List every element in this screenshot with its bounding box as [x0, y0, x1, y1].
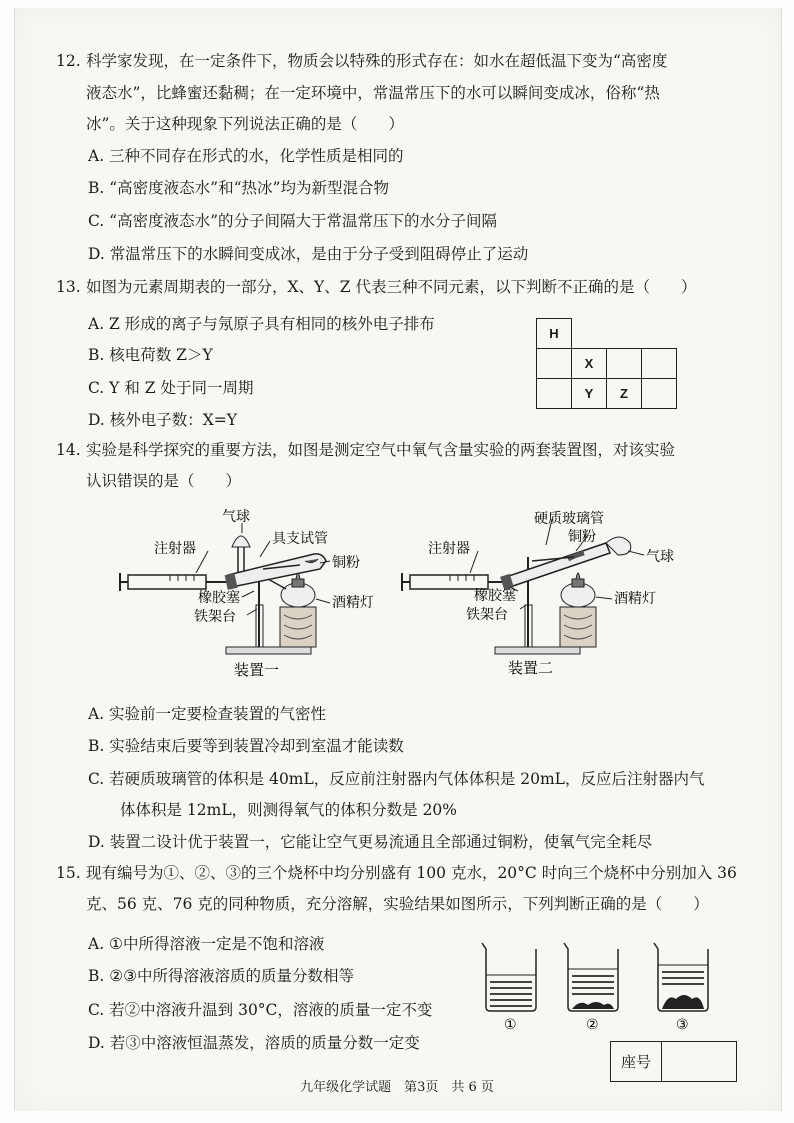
cell-empty [607, 349, 642, 379]
q13-option-a: A. Z 形成的离子与氖原子具有相同的核外电子排布 [88, 315, 435, 333]
apparatus-figures [0, 495, 794, 695]
page-footer: 九年级化学试题 第3页 共 6 页 [300, 1080, 494, 1095]
q14-stem-line-1: 14. 实验是科学探究的重要方法，如图是测定空气中氧气含量实验的两套装置图，对该实验 [56, 441, 676, 459]
beaker-2 [564, 943, 618, 1033]
label-lamp-1: 酒精灯 [332, 595, 374, 611]
q14-option-c-line-2: 体体积是 12mL，则测得氧气的体积分数是 20% [120, 801, 458, 819]
seat-label: 座号 [611, 1042, 662, 1081]
cell-x: X [572, 349, 607, 379]
q14-option-c-line-1: C. 若硬质玻璃管的体积是 40mL，反应前注射器内气体体积是 20mL，反应后注射器内气 [88, 770, 705, 788]
beaker-1-label: ① [504, 1017, 517, 1033]
label-copper-1: 铜粉 [332, 555, 360, 571]
cell-empty [537, 349, 572, 379]
q15-stem-line-1: 15. 现有编号为①、②、③的三个烧杯中均分别盛有 100 克水，20°C 时向三个烧杯中分别加入 36 [56, 864, 737, 882]
cell-empty [642, 379, 677, 409]
q13-option-d: D. 核外电子数：X=Y [88, 411, 237, 429]
cell-empty [642, 349, 677, 379]
q12-stem-line-3: 冰”。关于这种现象下列说法正确的是（ ） [86, 115, 404, 133]
label-balloon-2: 气球 [646, 549, 674, 565]
apparatus-two [402, 510, 674, 677]
q12-option-c: C. “高密度液态水”的分子间隔大于常温常压下的水分子间隔 [88, 212, 498, 230]
q12-option-b: B. “高密度液态水”和“热冰”均为新型混合物 [88, 179, 389, 197]
q14-option-d: D. 装置二设计优于装置一，它能让空气更易流通且全部通过铜粉，使氧气完全耗尽 [88, 833, 653, 851]
q12-option-a: A. 三种不同存在形式的水，化学性质是相同的 [88, 147, 404, 165]
cell-h: H [537, 319, 572, 349]
beakers-figure [470, 935, 720, 1035]
label-stopper-1: 橡胶塞 [198, 590, 240, 606]
label-stopper-2: 橡胶塞 [474, 588, 516, 604]
q13-option-c: C. Y 和 Z 处于同一周期 [88, 379, 254, 397]
cell-empty [537, 379, 572, 409]
q12-option-d: D. 常温常压下的水瞬间变成冰，是由于分子受到阻碍停止了运动 [88, 245, 529, 263]
label-stand-1: 铁架台 [194, 609, 236, 625]
q14-option-b: B. 实验结束后要等到装置冷却到室温才能读数 [88, 737, 404, 755]
q13-stem: 13. 如图为元素周期表的一部分，X、Y、Z 代表三种不同元素，以下判断不正确的是（ ） [56, 278, 697, 296]
q12-stem-line-2: 液态水”，比蜂蜜还黏稠；在一定环境中，常温常压下的水可以瞬间变成冰，俗称“热 [86, 84, 660, 102]
label-syringe-2: 注射器 [428, 541, 470, 557]
q14-option-a: A. 实验前一定要检查装置的气密性 [88, 705, 327, 723]
caption-apparatus-1: 装置一 [234, 661, 280, 679]
periodic-table-fragment [536, 318, 677, 409]
beaker-3-label: ③ [676, 1017, 689, 1033]
label-balloon-1: 气球 [222, 509, 250, 525]
label-tube-1: 具支试管 [272, 531, 328, 547]
q15-option-d: D. 若③中溶液恒温蒸发，溶质的质量分数一定变 [88, 1034, 420, 1052]
q12-stem-line-1: 12. 科学家发现，在一定条件下，物质会以特殊的形式存在：如水在超低温下变为“高密度 [56, 52, 668, 70]
q13-option-b: B. 核电荷数 Z＞Y [88, 346, 213, 364]
q15-option-c: C. 若②中溶液升温到 30°C，溶液的质量一定不变 [88, 1001, 433, 1019]
q15-option-b: B. ②③中所得溶液溶质的质量分数相等 [88, 967, 355, 985]
q15-option-a: A. ①中所得溶液一定是不饱和溶液 [88, 935, 325, 953]
q15-stem-line-2: 克、56 克、76 克的同种物质，充分溶解，实验结果如图所示，下列判断正确的是（ ） [86, 895, 709, 913]
cell-z: Z [607, 379, 642, 409]
beaker-1 [482, 943, 536, 1033]
apparatus-one [120, 509, 374, 679]
beaker-2-label: ② [586, 1017, 599, 1033]
caption-apparatus-2: 装置二 [508, 659, 554, 677]
beaker-3 [654, 943, 708, 1033]
label-copper-2: 铜粉 [568, 529, 596, 545]
label-syringe-1: 注射器 [154, 541, 196, 557]
label-tube-2: 硬质玻璃管 [534, 511, 604, 527]
q14-stem-line-2: 认识错误的是（ ） [86, 472, 242, 490]
label-lamp-2: 酒精灯 [614, 591, 656, 607]
cell-y: Y [572, 379, 607, 409]
label-stand-2: 铁架台 [466, 607, 508, 623]
